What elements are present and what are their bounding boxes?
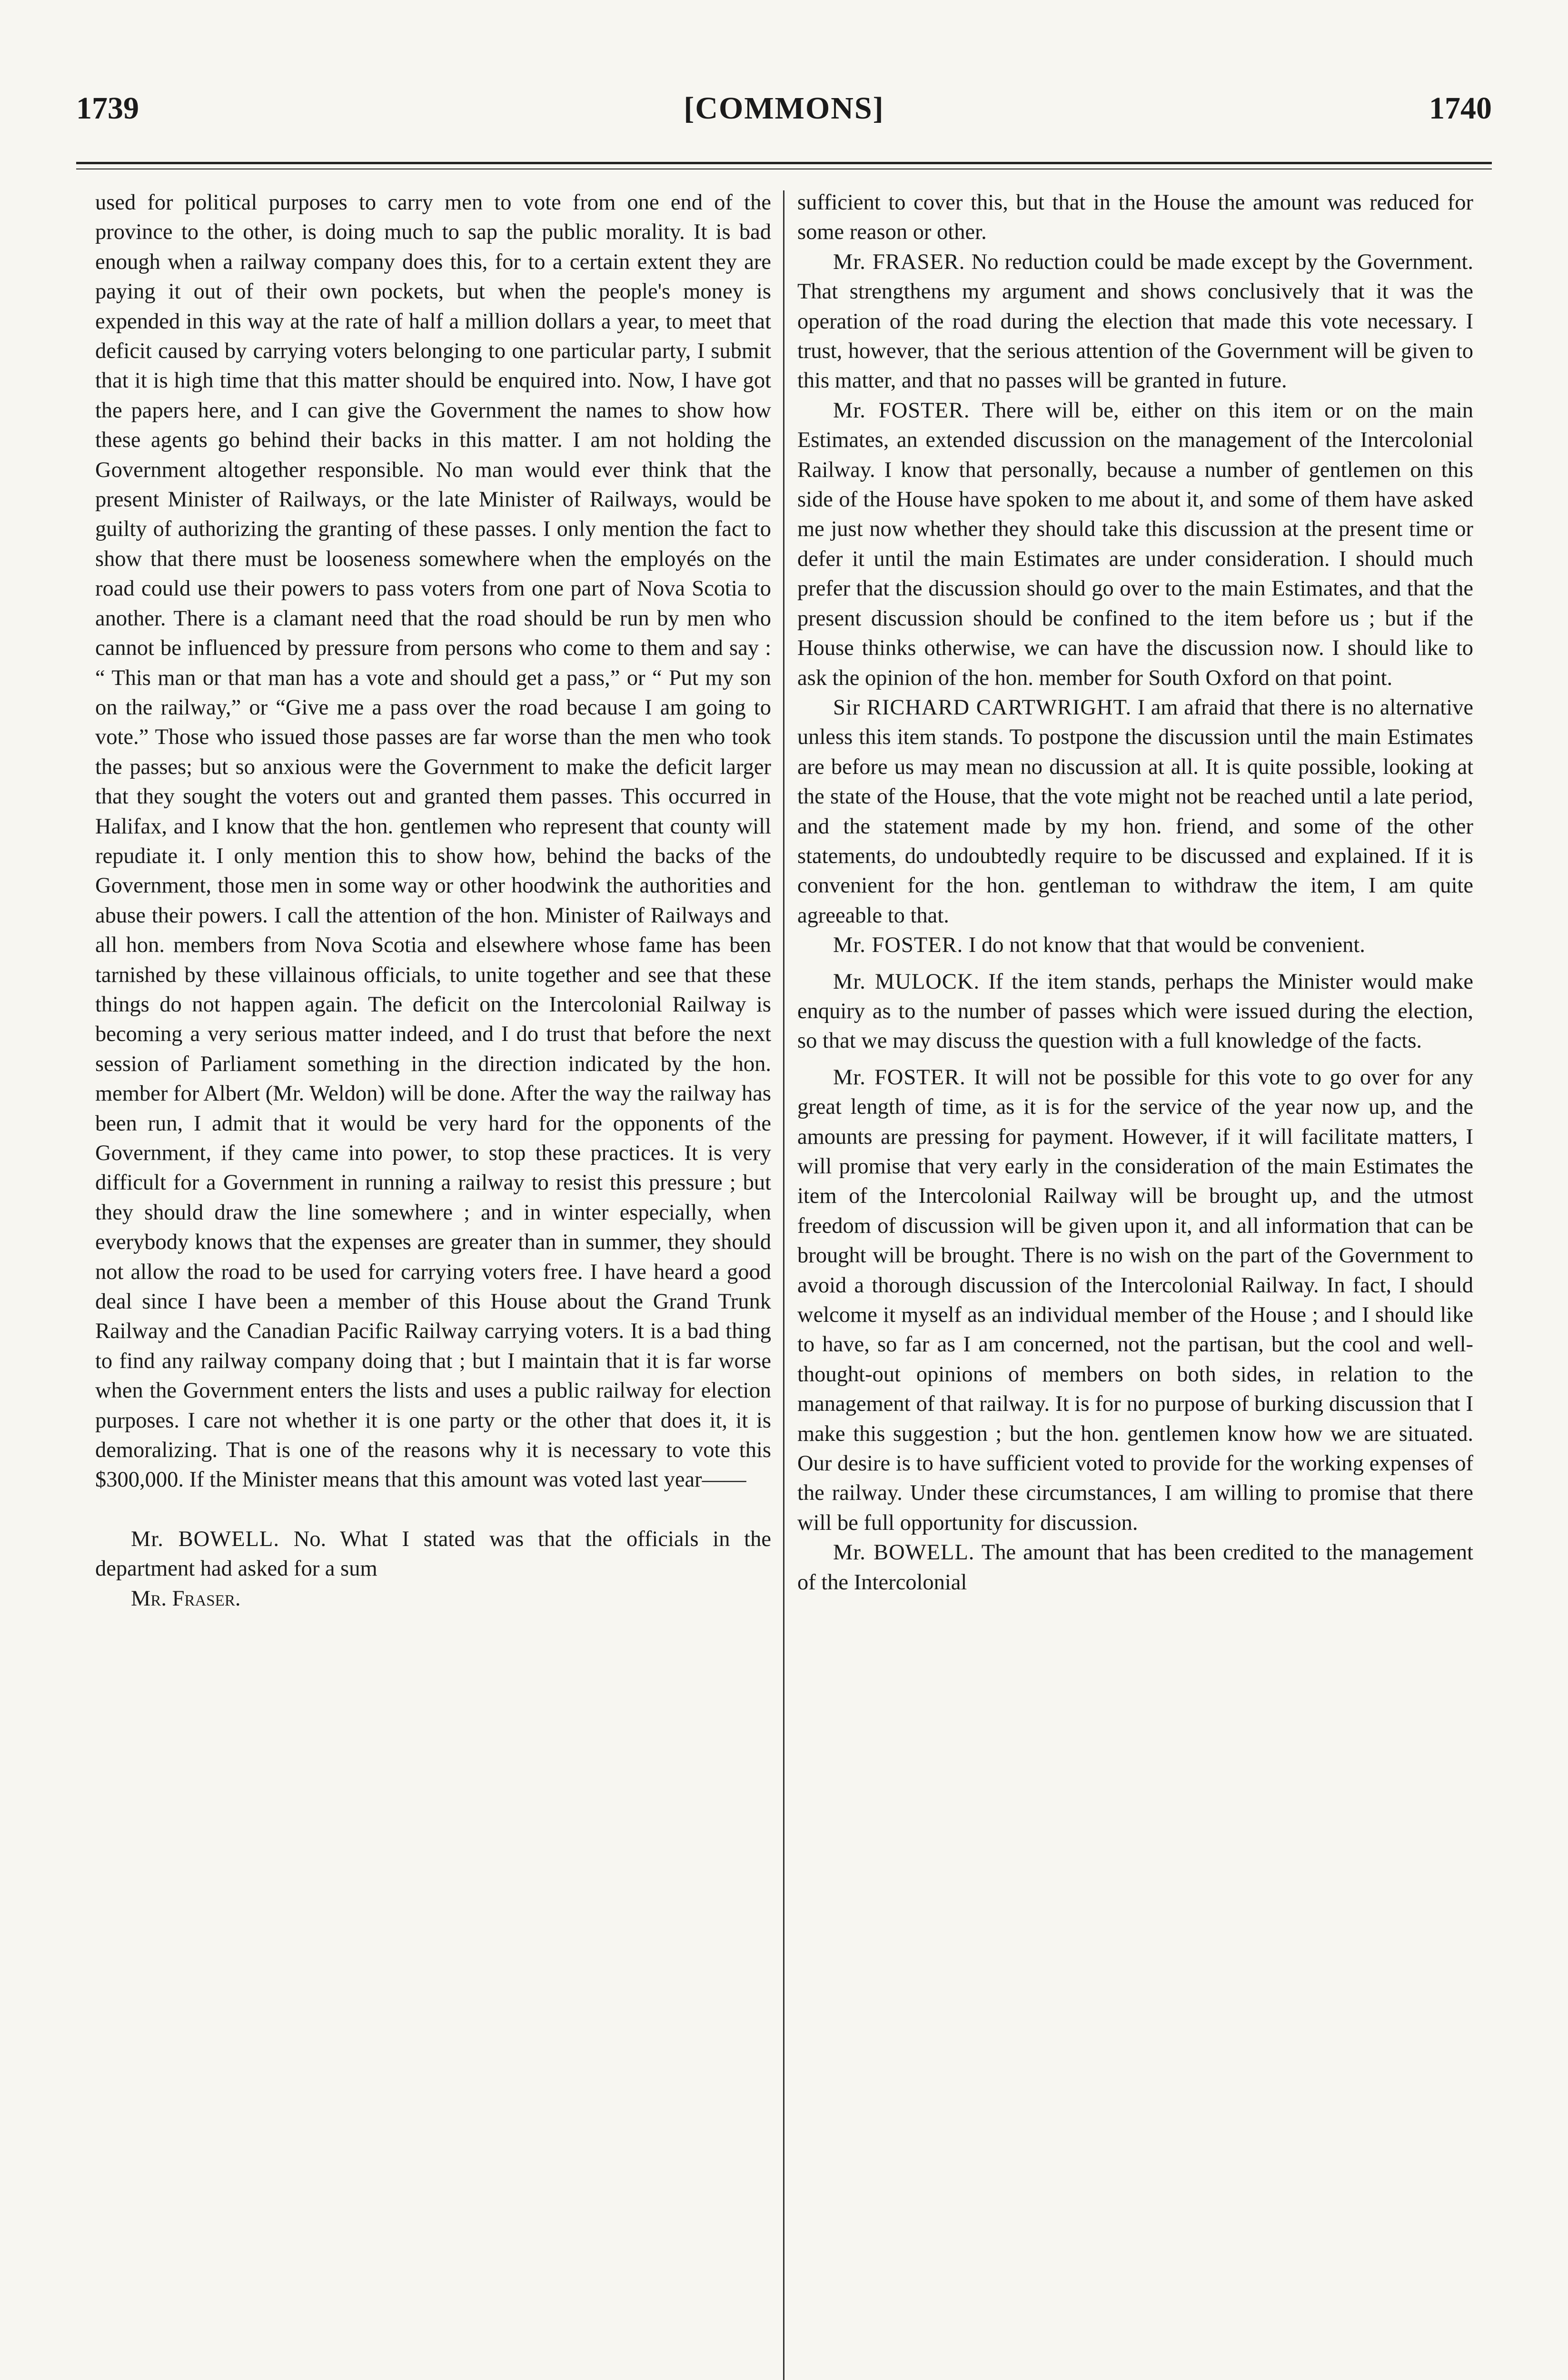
speaker-name: Mr. FOSTER. <box>833 1065 966 1090</box>
speech-foster <box>797 396 1473 693</box>
page-number-left: 1739 <box>76 91 139 126</box>
speech-bowell <box>95 1525 771 1584</box>
paragraph-continued: used for political purposes to carry men to vote from one end of the province to the other, is doing much to sap the public morality. It is bad enough when a railway company does this, for to a certain extent they are paying it out of their own pockets, but when the people's money is expended in this way at the rate of half a million dollars a year, to meet that deficit caused by carrying voters belonging to one particular party, I submit that it is high time that this matter should be enquired into. Now, I have got the papers here, and I can give the Government the names to show how these agents go behind their backs in this matter. I am not holding the Government altogether responsible. No man would ever think that the present Minister of Railways, or the late Minister of Railways, would be guilty of authorizing the granting of these passes. I only mention the fact to show that there must be looseness somewhere when the employés on the road could use their powers to pass voters from one part of Nova Scotia to another. There is a clamant need that the road should be run by men who cannot be influenced by pressure from persons who come to them and say : “ This man or that man has a vote and should get a pass,” or “ Put my son on the railway,” or “Give me a pass over the road because I am going to vote.” Those who issued those passes are far worse than the men who took the passes; but so anxious were the Government to make the deficit larger that they sought the voters out and granted them passes. This occurred in Halifax, and I know that the hon. gentlemen who represent that county will repudiate it. I only mention this to show how, behind the backs of the Government, those men in some way or other hoodwink the authorities and abuse their powers. I call the attention of the hon. Minister of Railways and all hon. members from Nova Scotia and elsewhere whose fame has been tarnished by these villainous officials, to unite together and see that these things do not happen again. The deficit on the Intercolonial Railway is becoming a very serious matter indeed, and I do trust that before the next session of Parliament something in the direction indicated by the hon. member for Albert (Mr. Weldon) will be done. After the way the railway has been run, I admit that it would be very hard for the opponents of the Government, if they came into power, to stop these practices. It is very difficult for a Government in running a railway to resist this pressure ; but they should draw the line somewhere ; and in winter especially, when everybody knows that the expenses are greater than in summer, they should not allow the road to be used for carrying voters free. I have heard a good deal since I have been a member of this House about the Grand Trunk Railway and the Canadian Pacific Railway carrying voters. It is a bad thing to find any railway company doing that ; but I maintain that it is far worse when the Government enters the lists and uses a public railway for election purposes. I care not whether it is one party or the other that does it, it is demoralizing. That is one of the reasons why it is necessary to vote this $300,000. If the Minister means that this amount was voted last year—— <box>95 190 771 1492</box>
column-divider <box>783 190 784 2380</box>
speech-text: No. What I stated was that the officials in the department had asked for a sum <box>95 1527 772 1581</box>
speech-text: It will not be possible for this vote to go over for any great length of time, as it is for the service of the year now up, and the amounts are pressing for payment. However, if it will facilitate matters, I will promise that very early in the consideration of the main Estimates the item of the Intercolonial Railway will be brought up, and the utmost freedom of discussion will be given upon it, and all information that can be brought will be brought. There is no wish on the part of the Government to avoid a thorough discussion of the Intercolonial Railway. In fact, I should welcome it myself as an individual member of the House ; and I should like to have, so far as I am concerned, not the partisan, but the cool and well-thought-out opinions of members on both sides, in relation to the management of that railway. It is for no purpose of burking discussion that I make this suggestion ; but the hon. gentlemen know how we are situated. Our desire is to have sufficient voted to provide for the working expenses of the railway. Under these circumstances, I am willing to promise that there will be full opportunity for discussion. <box>797 1065 1473 1535</box>
speech-mulock <box>797 967 1473 1056</box>
header-rule-thick <box>76 162 1492 164</box>
footer-signature: Mr. Fraser. <box>131 1586 241 1611</box>
speech-text: The amount that has been credited to the management of the Intercolonial <box>797 1540 1473 1595</box>
running-header-title: [COMMONS] <box>684 91 884 126</box>
speech-fraser <box>797 248 1473 396</box>
speech-foster <box>797 931 1473 960</box>
speech-bowell <box>797 1538 1473 1597</box>
speaker-name: Mr. FRASER. <box>833 249 965 274</box>
speaker-name: Mr. BOWELL. <box>131 1527 279 1551</box>
page-number-right: 1740 <box>1429 91 1492 126</box>
speaker-name: Mr. MULOCK. <box>833 969 980 994</box>
speaker-name: Mr. BOWELL. <box>833 1540 975 1565</box>
paragraph-continued: sufficient to cover this, but that in the House the amount was reduced for some reason or other. <box>797 190 1473 245</box>
page-header <box>76 90 1492 133</box>
speaker-name: Mr. FOSTER. <box>833 933 963 958</box>
speaker-name: Sir RICHARD CARTWRIGHT. <box>833 695 1132 720</box>
speech-text: I do not know that that would be convenient. <box>968 933 1365 958</box>
speech-text: No reduction could be made except by the Government. That strengthens my argument and shows conclusively that it was the operation of the road during the election that made this vote necessary. I trust, however, that the serious attention of the Government will be given to this matter, and that no passes will be granted in future. <box>797 249 1473 393</box>
left-column <box>95 188 771 1614</box>
speech-foster <box>797 1063 1473 1538</box>
speech-text: If the item stands, perhaps the Minister would make enquiry as to the number of passes which were issued during the election, so that we may discuss the question with a full knowledge of the facts. <box>797 969 1473 1053</box>
speech-text: I am afraid that there is no alternative unless this item stands. To postpone the discussion until the main Estimates are before us may mean no discussion at all. It is quite possible, looking at the state of the House, that the vote might not be reached until a late period, and the statement made by my hon. friend, and some of the other statements, do undoubtedly require to be discussed and explained. If it is convenient for the hon. gentleman to withdraw the item, I am quite agreeable to that. <box>797 695 1474 928</box>
speech-text: There will be, either on this item or on the main Estimates, an extended discussion on the management of the Intercolonial Railway. I know that personally, because a number of gentlemen on this side of the House have spoken to me about it, and some of them have asked me just now whether they should take this discussion at the present time or defer it until the main Estimates are under consideration. I should much prefer that the discussion should go over to the main Estimates, and that the present discussion should be confined to the item before us ; but if the House thinks otherwise, we can have the discussion now. I should like to ask the opinion of the hon. member for South Oxford on that point. <box>797 398 1473 690</box>
speech-cartwright <box>797 693 1473 931</box>
speaker-name: Mr. FOSTER. <box>833 398 970 423</box>
right-column <box>797 188 1473 1597</box>
